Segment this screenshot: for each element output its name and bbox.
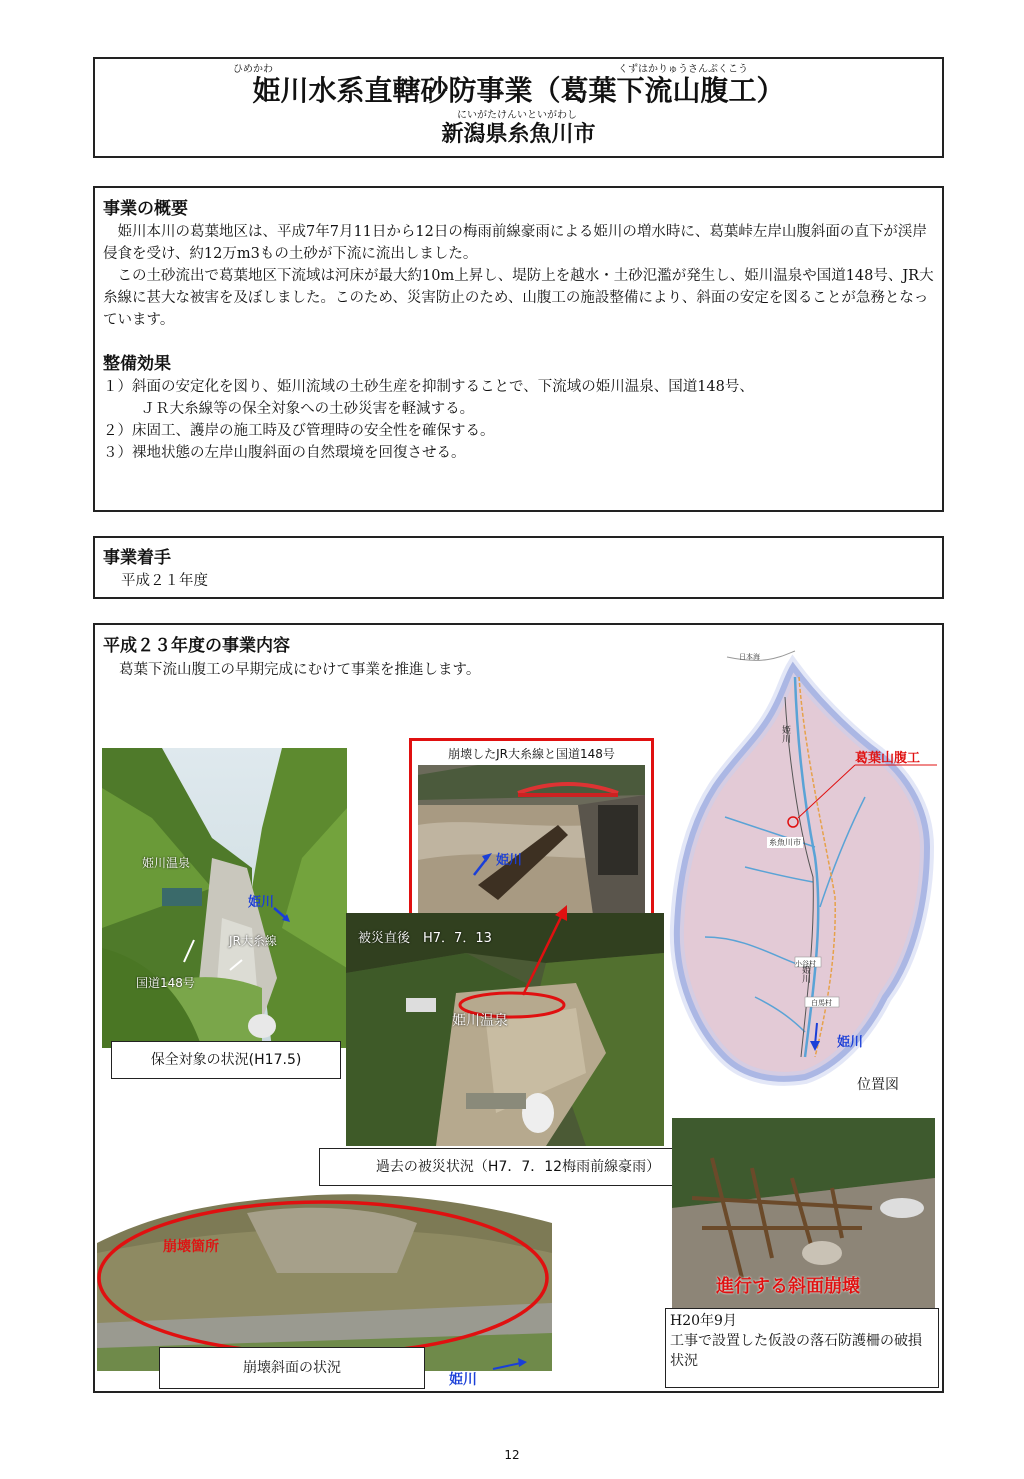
effects-heading: 整備効果 xyxy=(103,354,171,374)
disaster-caption: 過去の被災状況（H7．7．12梅雨前線豪雨） xyxy=(319,1148,717,1186)
title-ruby-kuzuha: くずはかりゅうさんぷくこう xyxy=(618,64,748,75)
photo-collapsed-slope xyxy=(97,1193,552,1371)
map-river-arrow xyxy=(665,637,937,1095)
protect-label-road: 国道148号 xyxy=(136,976,195,990)
map-caption: 位置図 xyxy=(857,1077,899,1093)
effects-item-3-text: 裸地状態の左岸山腹斜面の自然環境を回復させる。 xyxy=(132,445,466,461)
effects-item-2-text: 床固工、護岸の施工時及び管理時の安全性を確保する。 xyxy=(132,423,495,439)
disaster-photo-caption: 被災直後 H7．7．13 xyxy=(358,931,492,946)
protect-label-jr: JR大糸線 xyxy=(229,934,277,948)
jr-photo-caption: 崩壊したJR大糸線と国道148号 xyxy=(448,747,615,761)
photo-damaged-fence xyxy=(672,1118,935,1308)
map-label-city: 糸魚川市 xyxy=(769,838,801,847)
protect-label-river: 姫川 xyxy=(248,895,275,910)
page-number: 12 xyxy=(504,1448,520,1462)
jr-label-river: 姫川 xyxy=(496,853,523,868)
page-title: 姫川水系直轄砂防事業（葛葉下流山腹工） xyxy=(252,74,785,107)
overview-section xyxy=(93,186,944,512)
slope-caption: 崩壊斜面の状況 xyxy=(159,1347,425,1389)
effects-item-2-num: ２） xyxy=(103,423,132,439)
map-label-sea: 日本海 xyxy=(739,653,760,661)
slope-label-collapse: 崩壊箇所 xyxy=(163,1239,219,1255)
overview-paragraph-1: 姫川本川の葛葉地区は、平成7年7月11日から12日の梅雨前線豪雨による姫川の増水時に、葛葉峠左岸山腹斜面の直下が渓岸侵食を受け、約12万m3もの土砂が下流に流出しました。 xyxy=(103,224,927,262)
subtitle-ruby: にいがたけんいといがわし xyxy=(457,110,577,121)
link-arrow xyxy=(515,901,575,1001)
title-box xyxy=(93,57,944,158)
photo-collapsed-jr xyxy=(409,738,654,921)
protect-caption: 保全対象の状況(H17.5) xyxy=(111,1041,341,1079)
effects-item-2 xyxy=(103,420,934,442)
map-label-river-mid: 姫川 xyxy=(800,965,810,983)
slope-label-river: 姫川 xyxy=(449,1372,477,1388)
works-heading: 平成２３年度の事業内容 xyxy=(103,636,290,656)
photo-disaster-aftermath xyxy=(346,913,664,1146)
fence-label: 進行する斜面崩壊 xyxy=(716,1276,860,1297)
jr-arrow xyxy=(412,741,654,921)
effects-item-3 xyxy=(103,442,934,464)
slope-illustration xyxy=(97,1193,552,1371)
title-ruby-himekawa: ひめかわ xyxy=(233,64,273,75)
works-description: 葛葉下流山腹工の早期完成にむけて事業を推進します。 xyxy=(119,662,481,678)
effects-item-1-cont: ＪＲ大糸線等の保全対象への土砂災害を軽減する。 xyxy=(140,401,475,417)
map-label-village: 小谷村 xyxy=(795,960,816,968)
effects-item-1 xyxy=(103,376,934,420)
protect-label-onsen: 姫川温泉 xyxy=(142,856,191,870)
fence-caption-date: H20年9月 xyxy=(670,1313,737,1329)
start-value: 平成２１年度 xyxy=(121,573,208,589)
overview-heading: 事業の概要 xyxy=(103,199,188,219)
fence-caption-text: 工事で設置した仮設の落石防護柵の破損状況 xyxy=(670,1333,922,1369)
map-label-hakuba: 白馬村 xyxy=(811,999,832,1007)
photo-protected-objects xyxy=(102,748,347,1048)
map-label-river-top: 姫川 xyxy=(780,725,790,743)
map-label-river: 姫川 xyxy=(837,1035,864,1050)
effects-item-3-num: ３） xyxy=(103,445,132,461)
effects-item-1-num: １） xyxy=(103,379,132,395)
works-section xyxy=(93,623,944,1393)
slope-river-arrow xyxy=(491,1355,531,1375)
protect-arrows xyxy=(102,748,347,1048)
page-subtitle: 新潟県糸魚川市 xyxy=(441,122,596,147)
start-section xyxy=(93,536,944,599)
overview-paragraph-2: この土砂流出で葛葉地区下流域は河床が最大約10m上昇し、堤防上を越水・土砂氾濫が発生し、姫川温泉や国道148号、JR大糸線に甚大な被害を及ぼしました。このため、災害防止のため、山腹工の施設整備により、斜面の安定を図ることが急務となっています。 xyxy=(103,268,934,328)
effects-item-1-text: 斜面の安定化を図り、姫川流域の土砂生産を抑制することで、下流域の姫川温泉、国道148号、 xyxy=(132,379,754,395)
map-label-site: 葛葉山腹工 xyxy=(855,751,921,766)
location-map xyxy=(665,637,937,1095)
fence-caption xyxy=(665,1308,939,1388)
disaster-label-onsen: 姫川温泉 xyxy=(452,1013,508,1029)
start-heading: 事業着手 xyxy=(103,548,171,568)
